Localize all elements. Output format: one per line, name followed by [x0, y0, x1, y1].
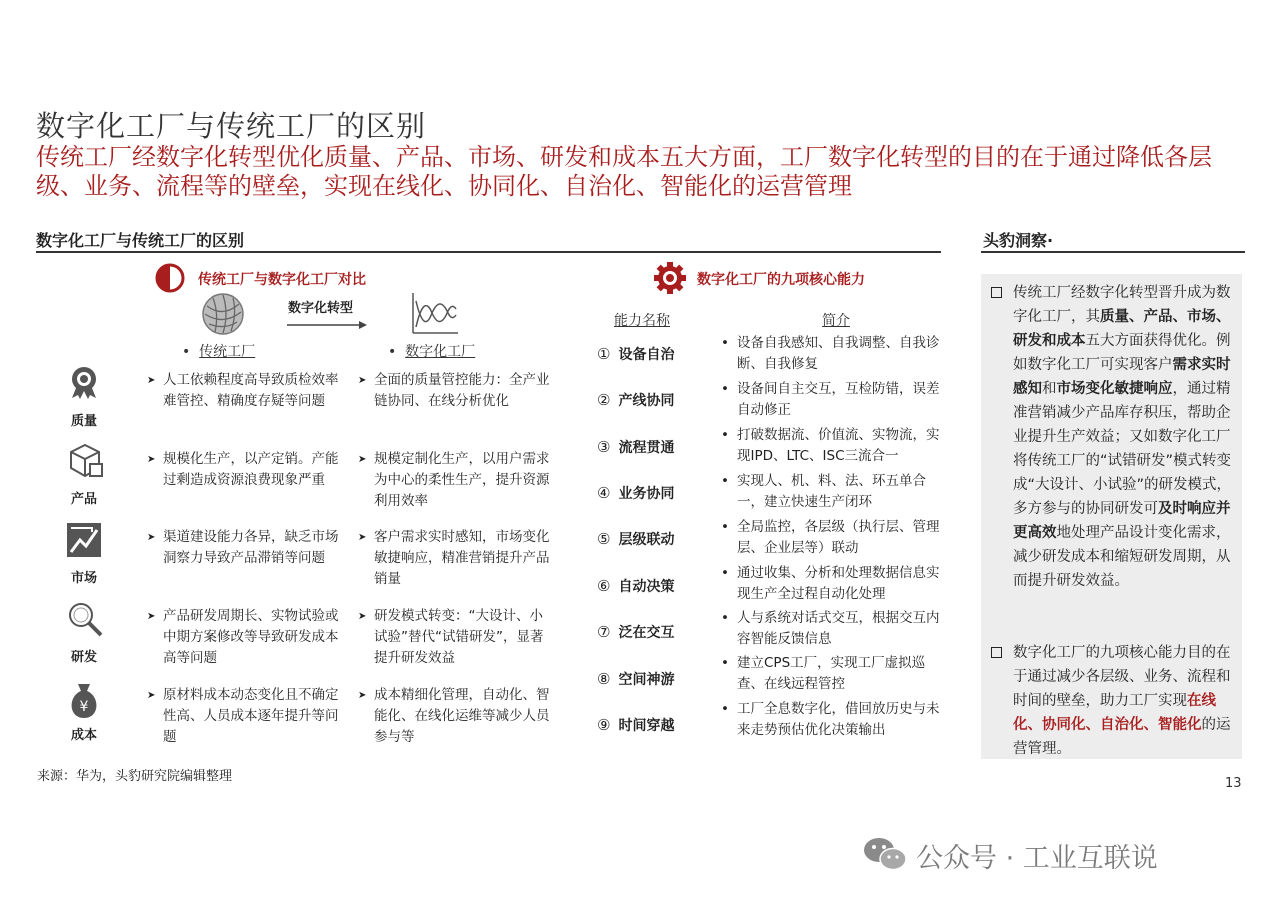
insight-bold: 及时响应并更高效 — [1013, 501, 1231, 541]
insight-paragraph-2 — [981, 641, 1239, 761]
quality-badge-icon — [66, 364, 102, 400]
left-section-label: 数字化工厂与传统工厂的区别 — [36, 231, 245, 250]
insight-highlight: 在线化、协同化、自治化、智能化 — [1013, 693, 1216, 733]
page-number: 13 — [1225, 776, 1242, 791]
market-chart-icon — [66, 522, 102, 558]
research-magnifier-icon — [66, 600, 104, 638]
compare-title: 传统工厂与数字化工厂对比 — [198, 272, 366, 288]
cost-moneybag-icon — [66, 682, 102, 720]
traditional-label: 传统工厂 — [199, 344, 256, 360]
checkbox-bullet-icon — [991, 287, 1002, 298]
capability-number: ① — [597, 345, 611, 363]
capability-number: ⑨ — [597, 716, 611, 734]
product-box-icon — [66, 442, 104, 480]
capability-label: 业务协同 — [618, 486, 675, 502]
capability-number: ② — [597, 391, 611, 409]
row-label-product: 产品 — [70, 492, 97, 507]
capability-name — [597, 483, 674, 503]
insight-label: 头豹洞察· — [983, 231, 1054, 250]
capability-number: ⑧ — [597, 670, 611, 688]
capability-label: 流程贯通 — [618, 440, 675, 456]
digital-wave-icon — [410, 291, 460, 337]
row-label-cost: 成本 — [70, 728, 97, 743]
capability-number: ③ — [597, 438, 611, 456]
traditional-cell-quality: ➤ 人工依赖程度高导致质检效率难管控、精确度存疑等问题 — [147, 370, 348, 412]
capability-name — [597, 437, 674, 457]
yarn-ball-icon — [199, 292, 247, 336]
insight-divider — [981, 251, 1245, 253]
capability-name — [597, 622, 674, 642]
insight-text: 传统工厂经数字化转型晋升成为数字化工厂，其 — [1013, 285, 1231, 325]
page-subtitle: 传统工厂经数字化转型优化质量、产品、市场、研发和成本五大方面，工厂数字化转型的目的在于通过降低各层级、业务、流程等的壁垒，实现在线化、协同化、自治化、智能化的运营管理 — [36, 143, 1212, 200]
capability-name — [597, 669, 674, 689]
capability-label: 空间神游 — [618, 672, 675, 688]
digital-cell-cost: ➤ 成本精细化管理，自动化、智能化、在线化运维等减少人员参与等 — [358, 685, 554, 748]
capability-label: 层级联动 — [618, 532, 675, 548]
insight-text: 地处理产品设计变化需求，减少研发成本和缩短研发周期，从而提升研发效益。 — [1013, 525, 1231, 589]
capability-name — [597, 529, 674, 549]
digital-cell-research: ➤ 研发模式转变：“大设计、小试验”替代“试错研发”，显著提升研发效益 — [358, 606, 554, 669]
checkbox-bullet-icon — [991, 647, 1002, 658]
insight-text: 数字化工厂的九项核心能力目的在于通过减少各层级、业务、流程和时间的壁垒，助力工厂实现 — [1013, 645, 1231, 709]
capability-name — [597, 390, 674, 410]
traditional-col-title: • 传统工厂 — [182, 344, 256, 360]
svg-text:¥: ¥ — [79, 699, 89, 715]
left-section-divider — [36, 251, 941, 253]
capability-desc: • 建立CPS工厂，实现工厂虚拟巡查、在线远程管控 — [719, 653, 947, 695]
insight-bold: 市场变化敏捷响应 — [1056, 381, 1173, 397]
capability-label: 泛在交互 — [618, 625, 675, 641]
capability-number: ⑤ — [597, 530, 611, 548]
capability-name — [597, 715, 674, 735]
page-title: 数字化工厂与传统工厂的区别 — [36, 109, 427, 143]
wechat-icon — [862, 836, 908, 872]
capability-desc: • 人与系统对话式交互，根据交互内容智能反馈信息 — [719, 608, 947, 650]
capability-desc: • 打破数据流、价值流、实物流，实现IPD、LTC、ISC三流合一 — [719, 425, 947, 467]
capability-desc: • 全局监控，各层级（执行层、管理层、企业层等）联动 — [719, 517, 947, 559]
capability-number: ⑦ — [597, 623, 611, 641]
row-label-research: 研发 — [70, 650, 97, 665]
capability-number: ④ — [597, 484, 611, 502]
capability-number: ⑥ — [597, 577, 611, 595]
insight-text: 的运营管理。 — [1013, 717, 1231, 757]
cap-col-desc: 简介 — [822, 313, 850, 329]
traditional-cell-product: ➤ 规模化生产，以产定销。产能过剩造成资源浪费现象严重 — [147, 449, 348, 491]
digital-col-title: • 数字化工厂 — [388, 344, 476, 360]
capability-label: 时间穿越 — [618, 718, 675, 734]
capability-desc: • 实现人、机、料、法、环五单合一，建立快速生产闭环 — [719, 471, 947, 513]
capabilities-title: 数字化工厂的九项核心能力 — [697, 272, 865, 288]
capability-name — [597, 576, 674, 596]
row-label-quality: 质量 — [70, 414, 97, 429]
insight-text: 和 — [1042, 381, 1057, 397]
capability-label: 设备自治 — [618, 347, 675, 363]
digital-label: 数字化工厂 — [405, 344, 476, 360]
digital-cell-quality: ➤ 全面的质量管控能力：全产业链协同、在线分析优化 — [358, 370, 554, 412]
digital-cell-product: ➤ 规模定制化生产，以用户需求为中心的柔性生产，提升资源利用效率 — [358, 449, 554, 512]
insight-bold: 质量、产品、市场、研发和成本 — [1013, 309, 1231, 349]
cap-col-name: 能力名称 — [614, 313, 670, 329]
half-circle-icon — [155, 263, 185, 293]
capability-desc: • 工厂全息数字化，借回放历史与未来走势预估优化决策输出 — [719, 699, 947, 741]
capability-desc: • 通过收集、分析和处理数据信息实现生产全过程自动化处理 — [719, 563, 947, 605]
row-label-market: 市场 — [70, 571, 97, 586]
capability-name — [597, 344, 674, 364]
source-note: 来源：华为，头豹研究院编辑整理 — [37, 769, 233, 784]
capability-label: 产线协同 — [618, 393, 675, 409]
digital-cell-market: ➤ 客户需求实时感知，市场变化敏捷响应，精准营销提升产品销量 — [358, 527, 554, 590]
traditional-cell-research: ➤ 产品研发周期长、实物试验或中期方案修改等导致研发成本高等问题 — [147, 606, 348, 669]
capability-desc: • 设备自我感知、自我调整、自我诊断、自我修复 — [719, 333, 947, 375]
traditional-cell-cost: ➤ 原材料成本动态变化且不确定性高、人员成本逐年提升等问题 — [147, 685, 348, 748]
capability-desc: • 设备间自主交互，互检防错，误差自动修正 — [719, 379, 947, 421]
insight-text: 五大方面获得优化。例如数字化工厂可实现客户 — [1013, 333, 1231, 373]
insight-bold: 需求实时感知 — [1013, 357, 1231, 397]
transform-arrow-icon — [287, 315, 367, 325]
insight-paragraph-1 — [981, 281, 1239, 593]
watermark-text: 公众号 · 工业互联说 — [916, 843, 1158, 874]
transform-arrow-label: 数字化转型 — [288, 301, 354, 316]
capability-label: 自动决策 — [618, 579, 675, 595]
insight-text: ，通过精准营销减少产品库存积压，帮助企业提升生产效益；又如数字化工厂将传统工厂的“试错研发”模式转变成“大设计、小试验”的研发模式，多方参与的协同研发可 — [1013, 381, 1232, 517]
gear-icon — [653, 261, 687, 295]
traditional-cell-market: ➤ 渠道建设能力各异，缺乏市场洞察力导致产品滞销等问题 — [147, 527, 348, 569]
